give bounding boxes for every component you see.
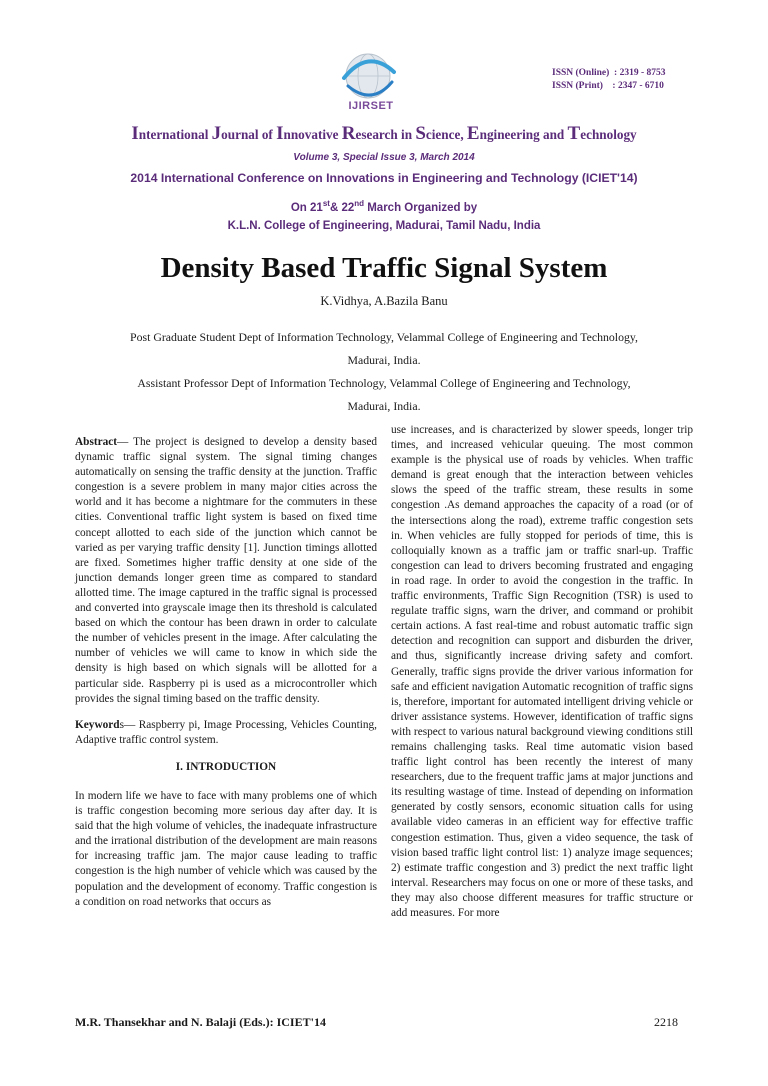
paper-authors: K.Vidhya, A.Bazila Banu: [320, 294, 448, 308]
affiliation-2-line-1: Assistant Professor Dept of Information Technology, Velammal College of Engineering and Technology,: [137, 376, 631, 390]
issn-block: [552, 67, 702, 93]
right-column-paragraph: use increases, and is characterized by slower speeds, longer trip times, and increased vehicular queuing. The most common example is the physical use of roads by vehicles. When traffic demand is great enough that the interaction between vehicles slows the speed of the traffic stream, these results in some congestion .As demand approaches the capacity of a road (or of the intersections along the road), extreme traffic congestion sets in. When vehicles are fully stopped for periods of time, this is colloquially known as a traffic jam or traffic snarl-up. Traffic congestion can lead to drivers becoming frustrated and engaging in road rage. In order to avoid the congestion in the traffic. In traffic environments, Traffic Sign Recognition (TSR) is used to regulate traffic signs, warn the driver, and command or prohibit certain actions. A fast real-time and robust automatic traffic sign detection and recognition can support and disburden the driver, and thus, significantly increase driving safety and comfort. Generally, traffic signs provide the driver various information for safe and efficient navigation Automatic recognition of traffic signs is, therefore, important for automated intelligent driving vehicle or driver assistance systems. However, identification of traffic signs with respect to various natural background viewing conditions still remains challenging tasks. Real time automatic vision based traffic light control has been recently the interest of many researchers, due to the frequent traffic jams at major junctions and its resulting wastage of time. Instead of depending on information generated by costly sensors, economic situation calls for using available video cameras in an efficient way for effective traffic congestion estimation. Thus, given a video sequence, the task of vision based traffic light control list: 1) analyze image sequences; 2) estimate traffic congestion and 3) predict the next traffic light interval. Researchers may focus on one or more of these tasks, and they may also choose different measures for traffic structure or add measures. For more: [391, 424, 693, 919]
volume-issue: Volume 3, Special Issue 3, March 2014: [293, 152, 475, 163]
logo-text: IJIRSET: [348, 100, 394, 112]
page-number: 2218: [654, 1015, 678, 1029]
conference-name: 2014 International Conference on Innovations in Engineering and Technology (ICIET'14): [130, 171, 638, 185]
paper-title: Density Based Traffic Signal System: [160, 252, 608, 284]
journal-name: International Journal of Innovative Research in Science, Engineering and Technology: [131, 123, 637, 144]
issn-online: ISSN (Online) : 2319 - 8753: [552, 68, 666, 78]
affiliation-2-line-2: Madurai, India.: [347, 399, 421, 413]
affiliation-1-line-1: Post Graduate Student Dept of Information Technology, Velammal College of Engineering and Technology,: [130, 330, 638, 344]
issn-print: ISSN (Print) : 2347 - 6710: [552, 81, 664, 91]
college-name: K.L.N. College of Engineering, Madurai, Tamil Nadu, India: [227, 220, 541, 232]
keywords-text: s— Raspberry pi, Image Processing, Vehicles Counting, Adaptive traffic control system.: [75, 718, 377, 746]
section-heading-introduction: I. INTRODUCTION: [175, 760, 277, 773]
right-column: [391, 423, 693, 921]
introduction-paragraph: In modern life we have to face with many problems one of which is traffic congestion becoming more serious day after day. It is said that the high volume of vehicles, the inadequate infrastructure and the irrational distribution of the development are main reasons for increasing traffic jam. The major cause leading to traffic congestion is the high number of vehicle which was caused by the population and the development of economy. Traffic congestion is a condition on road networks that occurs as: [75, 789, 377, 908]
left-column: [75, 435, 377, 910]
abstract-text: — The project is designed to develop a density based dynamic traffic signal system. The signal timing changes automatically on sensing the traffic density at the junction. Traffic congestion is a severe problem in many major cities across the world and it has become a nightmare for the commuters in these cities. Conventional traffic light system is based on fixed time concept allotted to each side of the junction which cannot be varied as per varying traffic density [1]. Junction timings allotted are fixed. Sometimes higher traffic density at one side of the junction demands longer green time as compared to standard allotted time. The image captured in the traffic signal is processed and converted into grayscale image then its threshold is calculated based on which the contour has been drawn in order to calculate the number of vehicles present in the image. After calculating the number of vehicles we will came to know in which side the density is high based on which signals will be allotted for a particular side. Raspberry pi is used as a microcontroller which provides the signal timing based on the traffic density.: [75, 436, 377, 705]
affiliation-1-line-2: Madurai, India.: [347, 353, 421, 367]
conference-dates: [0, 199, 768, 214]
dates-post: March Organized by: [364, 201, 478, 214]
dates-pre: On 21: [290, 201, 323, 214]
dates-sup2: nd: [354, 199, 365, 208]
dates-sup1: st: [322, 199, 330, 208]
keywords-paragraph: [75, 718, 377, 748]
keywords-label: Keyword: [75, 718, 120, 731]
abstract-paragraph: [75, 435, 377, 707]
dates-mid: & 22: [329, 201, 355, 214]
footer-editors: M.R. Thansekhar and N. Balaji (Eds.): ICIET'14: [75, 1015, 326, 1029]
abstract-label: Abstract: [75, 436, 118, 448]
